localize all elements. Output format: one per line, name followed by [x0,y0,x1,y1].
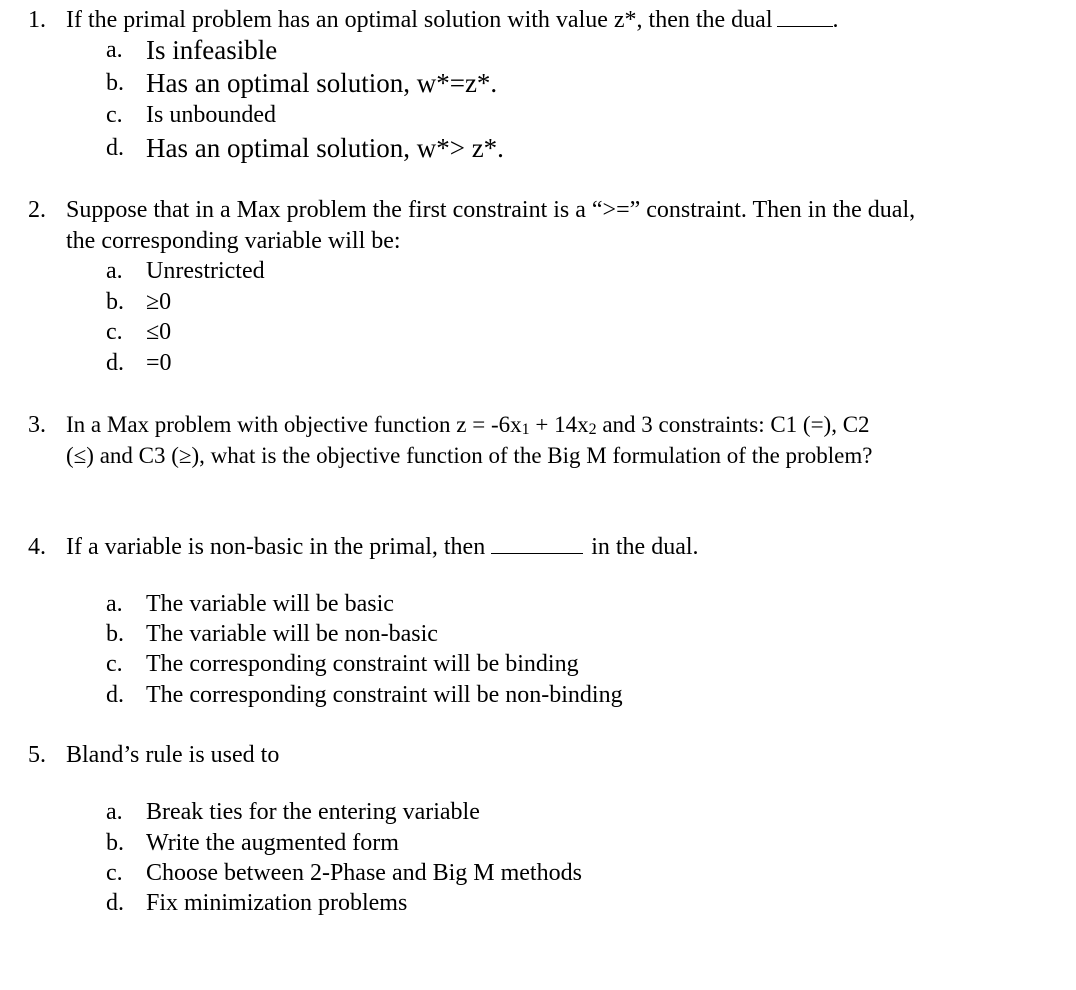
subscript: 2 [588,421,597,438]
option-text: ≥0 [146,289,172,315]
option-letter: b. [106,70,124,96]
option-letter: d. [106,135,124,161]
option-text: The variable will be non-basic [146,621,438,647]
question-number: 2. [28,197,46,223]
question-number: 3. [28,412,46,438]
option-letter: c. [106,860,123,886]
option-text: Fix minimization problems [146,890,408,916]
answer-blank [777,26,833,27]
question-number: 4. [28,534,46,560]
option-letter: b. [106,289,124,315]
question-stem-end: . [832,7,839,33]
option-text: Write the augmented form [146,830,399,856]
option-text: =0 [146,350,172,376]
option-text: The corresponding constraint will be binding [146,651,579,677]
option-text: Break ties for the entering variable [146,799,480,825]
option-letter: b. [106,830,124,856]
option-text: Is unbounded [146,102,276,128]
option-letter: b. [106,621,124,647]
option-text: Has an optimal solution, w*=z*. [146,68,498,98]
question-stem-line-2: (≤) and C3 (≥), what is the objective function of the Big M formulation of the problem? [66,443,873,468]
question-stem-end: in the dual. [591,534,699,560]
stem-part: In a Max problem with objective function z = -6x [66,412,522,437]
option-letter: c. [106,651,123,677]
option-text: Has an optimal solution, w*> z*. [146,133,504,163]
question-stem-line-1 [66,413,870,436]
stem-part: and 3 constraints: C1 (=), C2 [596,412,870,437]
question-number: 1. [28,7,46,33]
option-text: The corresponding constraint will be non-binding [146,682,623,708]
option-text: Unrestricted [146,258,265,284]
option-letter: d. [106,682,124,708]
option-letter: a. [106,591,123,617]
subscript: 1 [521,421,530,438]
question-stem-text: If a variable is non-basic in the primal, then [66,534,486,560]
question-stem [66,8,839,32]
option-letter: c. [106,102,123,128]
answer-blank [491,553,583,554]
stem-part: + 14x [529,412,589,437]
option-letter: a. [106,258,123,284]
option-letter: d. [106,890,124,916]
option-letter: c. [106,319,123,345]
option-letter: a. [106,799,123,825]
question-stem [66,535,699,559]
question-number: 5. [28,742,46,768]
option-text: The variable will be basic [146,591,394,617]
question-stem-text: If the primal problem has an optimal solution with value z*, then the dual [66,7,773,33]
option-letter: a. [106,37,123,63]
option-text: Is infeasible [146,35,278,65]
option-letter: d. [106,350,124,376]
question-stem-line-2: the corresponding variable will be: [66,228,401,254]
question-stem-line-1: Suppose that in a Max problem the first constraint is a “>=” constraint. Then in the dual, [66,197,916,223]
question-stem: Bland’s rule is used to [66,742,280,768]
option-text: Choose between 2-Phase and Big M methods [146,860,582,886]
option-text: ≤0 [146,319,172,345]
